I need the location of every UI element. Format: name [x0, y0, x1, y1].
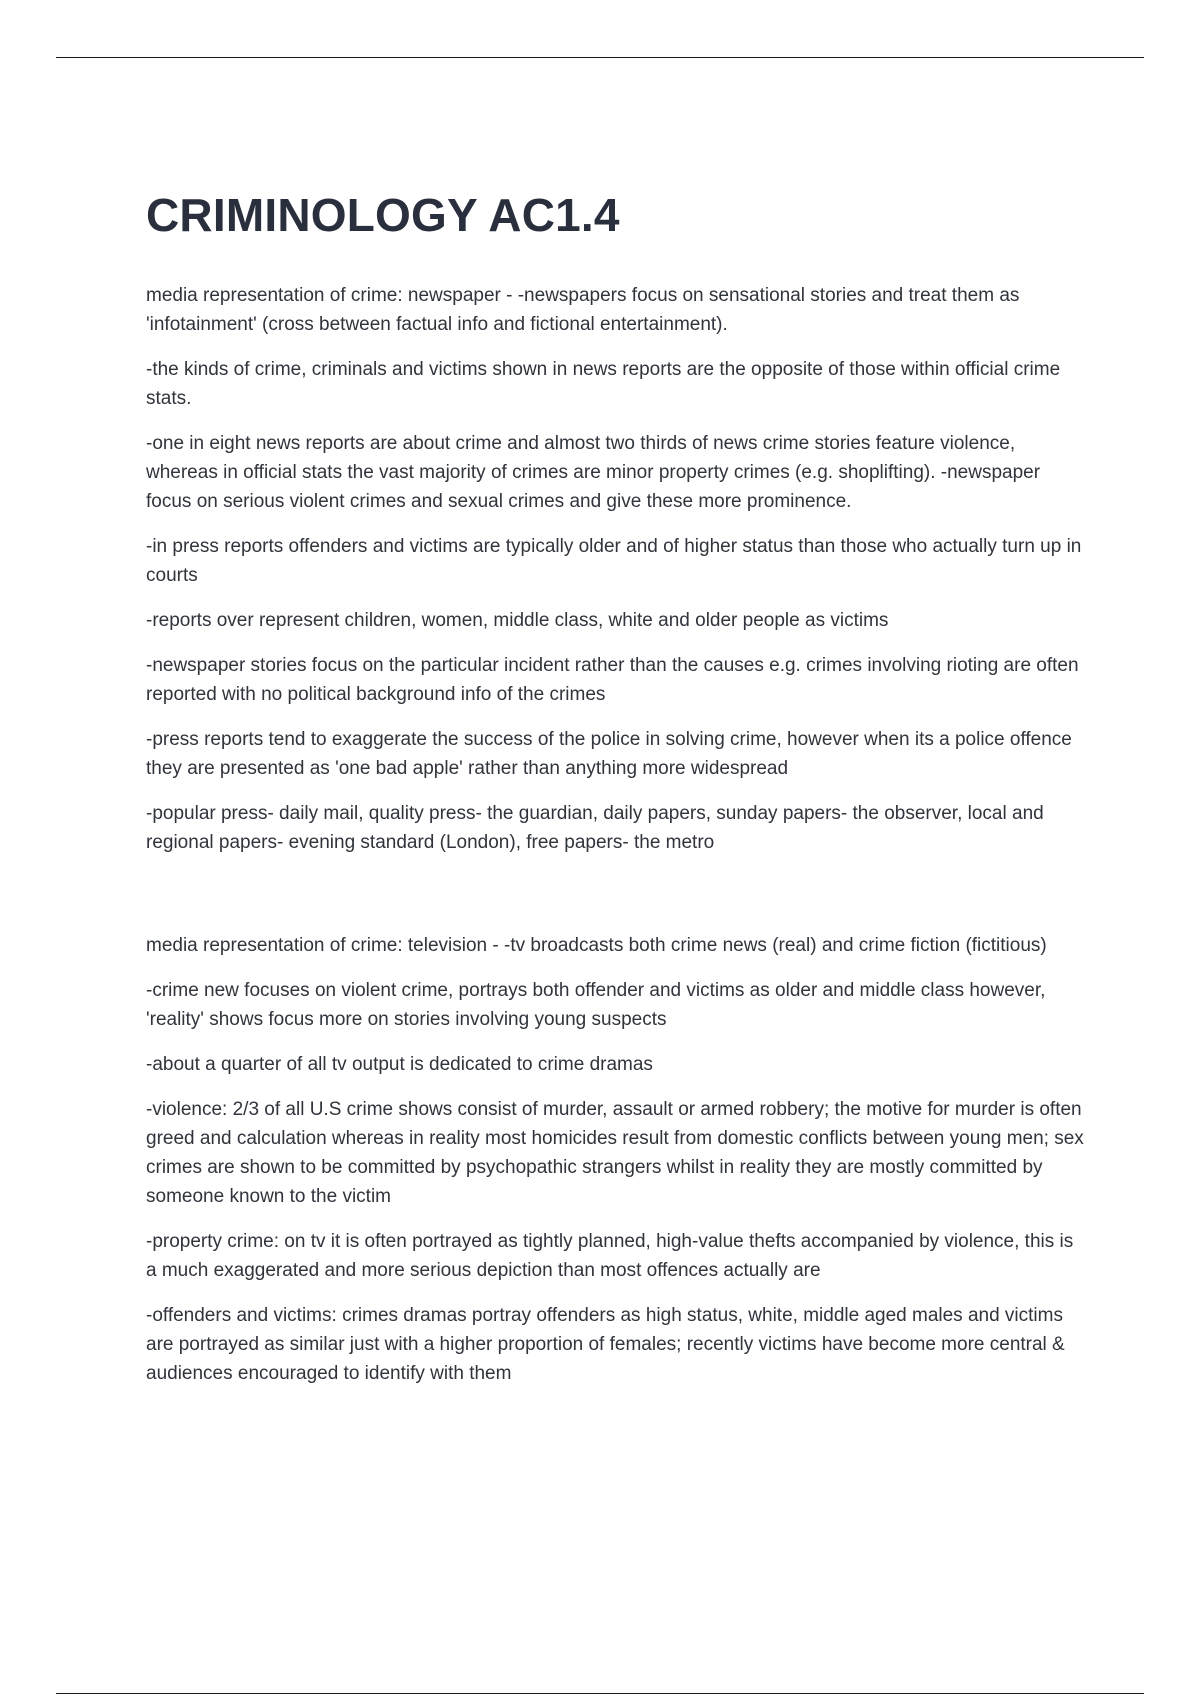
paragraph: media representation of crime: newspaper - -newspapers focus on sensational stories and treat them as 'infotainment' (cross between factual info and fictional entertainment). [146, 284, 1020, 335]
paragraph: -the kinds of crime, criminals and victims shown in news reports are the opposite of those within official crime stats. [146, 358, 1061, 409]
paragraph: -violence: 2/3 of all U.S crime shows consist of murder, assault or armed robbery; the motive for murder is often greed and calculation whereas in reality most homicides result from domestic conflicts between young men; sex crimes are shown to be committed by psychopathic strangers whilst in reality they are mostly committed by someone known to the victim [146, 1098, 1084, 1207]
paragraph: -offenders and victims: crimes dramas portray offenders as high status, white, middle aged males and victims are portrayed as similar just with a higher proportion of females; recently victims have become more central & audiences encouraged to identify with them [146, 1304, 1065, 1384]
paragraph: -one in eight news reports are about crime and almost two thirds of news crime stories feature violence, whereas in official stats the vast majority of crimes are minor property crimes (e.g. shoplifting). -newspaper focus on serious violent crimes and sexual crimes and give these more prominence. [146, 432, 1041, 512]
paragraph: -property crime: on tv it is often portrayed as tightly planned, high-value thefts accompanied by violence, this is a much exaggerated and more serious depiction than most offences actually are [146, 1230, 1074, 1281]
section-newspaper [146, 281, 1086, 857]
document-body [146, 190, 1086, 1404]
paragraph: media representation of crime: television - -tv broadcasts both crime news (real) and crime fiction (fictitious) [146, 934, 1047, 956]
paragraph: -reports over represent children, women, middle class, white and older people as victims [146, 609, 889, 631]
section-television [146, 931, 1086, 1388]
paragraph: -about a quarter of all tv output is dedicated to crime dramas [146, 1053, 653, 1075]
paragraph: -crime new focuses on violent crime, portrays both offender and victims as older and middle class however, 'reality' shows focus more on stories involving young suspects [146, 979, 1046, 1030]
page-title: CRIMINOLOGY AC1.4 [146, 189, 620, 241]
paragraph: -newspaper stories focus on the particular incident rather than the causes e.g. crimes involving rioting are often reported with no political background info of the crimes [146, 654, 1079, 705]
top-rule [56, 57, 1144, 58]
paragraph: -popular press- daily mail, quality press- the guardian, daily papers, sunday papers- the observer, local and regional papers- evening standard (London), free papers- the metro [146, 802, 1044, 853]
bottom-rule [56, 1693, 1144, 1694]
paragraph: -press reports tend to exaggerate the success of the police in solving crime, however when its a police offence they are presented as 'one bad apple' rather than anything more widespread [146, 728, 1072, 779]
paragraph: -in press reports offenders and victims are typically older and of higher status than those who actually turn up in courts [146, 535, 1082, 586]
section-spacer [146, 873, 1086, 931]
